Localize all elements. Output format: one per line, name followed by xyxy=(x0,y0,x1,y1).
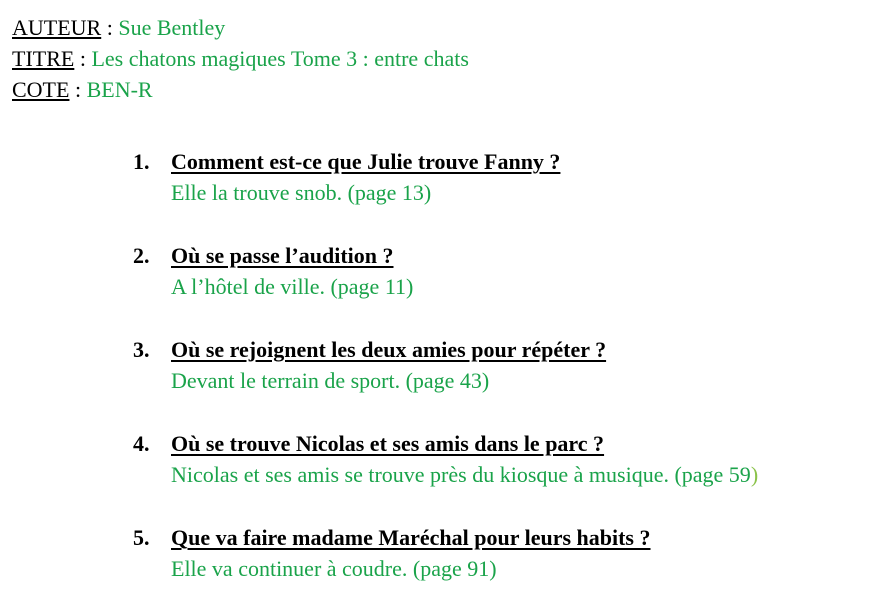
question-text: Comment est-ce que Julie trouve Fanny ? xyxy=(171,149,561,174)
answer-text: A l’hôtel de ville. (page 11) xyxy=(171,274,414,299)
question-item xyxy=(133,428,863,522)
question-item xyxy=(133,522,863,616)
question-item xyxy=(133,334,863,428)
title-value: Les chatons magiques Tome 3 : entre chats xyxy=(91,46,469,71)
question-number: 4. xyxy=(133,431,150,456)
question-text: Où se rejoignent les deux amies pour répéter ? xyxy=(171,337,607,362)
answer-text xyxy=(171,459,758,491)
author-separator: : xyxy=(101,15,119,40)
title-separator: : xyxy=(74,46,92,71)
cote-label: COTE xyxy=(12,77,70,102)
cote-value: BEN-R xyxy=(86,77,153,102)
question-number: 3. xyxy=(133,337,150,362)
question-number: 1. xyxy=(133,149,150,174)
answer-text: Devant le terrain de sport. (page 43) xyxy=(171,368,490,393)
question-text: Où se passe l’audition ? xyxy=(171,243,394,268)
answer-main: Nicolas et ses amis se trouve près du kiosque à musique. (page 59 xyxy=(171,462,751,487)
title-line xyxy=(12,43,469,74)
title-label: TITRE xyxy=(12,46,75,71)
book-info-header xyxy=(12,12,469,105)
question-text: Où se trouve Nicolas et ses amis dans le parc ? xyxy=(171,431,605,456)
author-value: Sue Bentley xyxy=(118,15,226,40)
cote-separator: : xyxy=(69,77,87,102)
author-label: AUTEUR xyxy=(12,15,102,40)
question-item xyxy=(133,240,863,334)
question-item xyxy=(133,146,863,240)
question-text: Que va faire madame Maréchal pour leurs habits ? xyxy=(171,525,651,550)
author-line xyxy=(12,12,469,43)
question-number: 2. xyxy=(133,243,150,268)
answer-closing-paren: ) xyxy=(750,462,759,487)
answer-text: Elle la trouve snob. (page 13) xyxy=(171,180,432,205)
answer-text: Elle va continuer à coudre. (page 91) xyxy=(171,556,497,581)
cote-line xyxy=(12,74,469,105)
question-number: 5. xyxy=(133,525,150,550)
question-list xyxy=(133,146,863,616)
